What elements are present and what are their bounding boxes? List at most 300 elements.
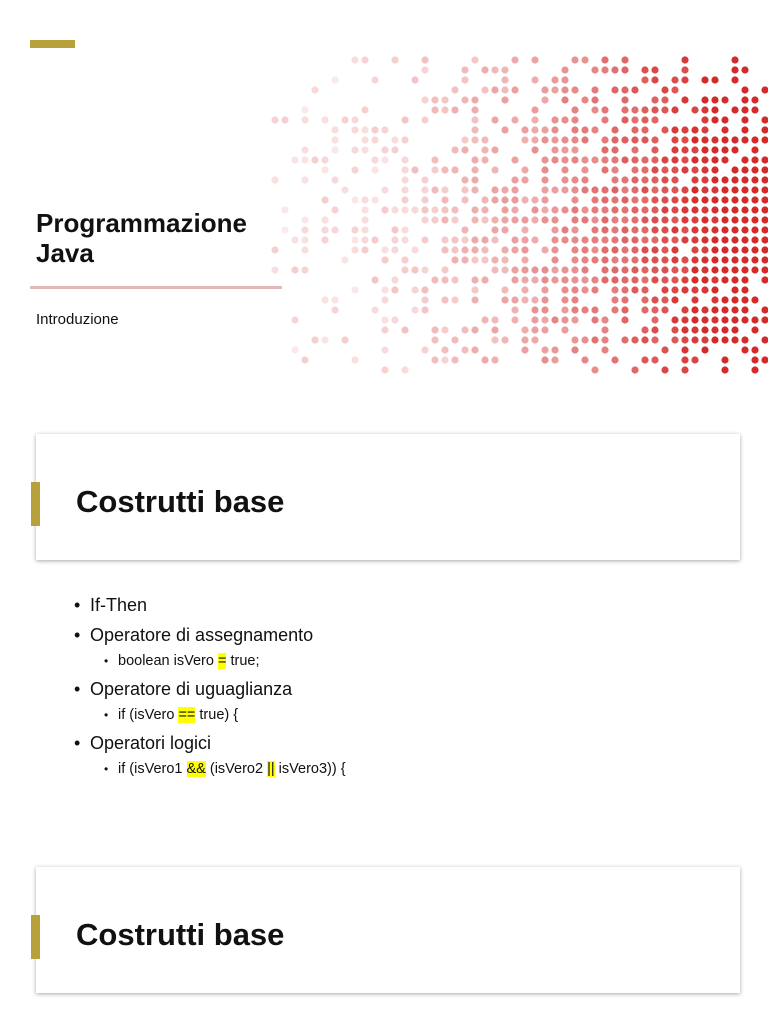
decorative-dot [481, 276, 488, 283]
decorative-dot [391, 246, 398, 253]
code-text: if (isVero1 [118, 761, 187, 777]
decorative-dot [471, 216, 478, 223]
decorative-dot [681, 366, 688, 373]
decorative-dot [591, 126, 598, 133]
decorative-dot [651, 206, 658, 213]
decorative-dot [671, 336, 678, 343]
decorative-dot [481, 86, 488, 93]
decorative-dot [561, 326, 568, 333]
decorative-dot [551, 146, 558, 153]
decorative-dot [521, 346, 528, 353]
decorative-dot [681, 256, 688, 263]
decorative-dot [681, 286, 688, 293]
decorative-dot [471, 166, 478, 173]
decorative-dot [571, 56, 578, 63]
decorative-dot [641, 336, 648, 343]
decorative-dot [541, 166, 548, 173]
decorative-dot [551, 156, 558, 163]
decorative-dot [761, 116, 768, 123]
bullet-label: Operatori logici [90, 733, 212, 753]
decorative-dot [671, 316, 678, 323]
decorative-dot [471, 136, 478, 143]
decorative-dot [711, 226, 718, 233]
decorative-dot [691, 146, 698, 153]
decorative-dot [371, 276, 378, 283]
decorative-dot [631, 216, 638, 223]
decorative-dot [401, 196, 408, 203]
decorative-dot [361, 206, 368, 213]
decorative-dot [461, 236, 468, 243]
decorative-dot [531, 56, 538, 63]
decorative-dot [711, 216, 718, 223]
decorative-dot [571, 196, 578, 203]
decorative-dot [741, 236, 748, 243]
decorative-dot [611, 206, 618, 213]
decorative-dot [341, 336, 348, 343]
decorative-dot [751, 326, 758, 333]
decorative-dot [431, 166, 438, 173]
decorative-dot [661, 256, 668, 263]
decorative-dot [531, 206, 538, 213]
decorative-dot [331, 146, 338, 153]
decorative-dot [491, 146, 498, 153]
decorative-dot [721, 96, 728, 103]
decorative-dot [731, 286, 738, 293]
decorative-dot [521, 326, 528, 333]
decorative-dot [591, 156, 598, 163]
decorative-dot [591, 186, 598, 193]
decorative-dot [541, 356, 548, 363]
decorative-dot [551, 246, 558, 253]
decorative-dot [751, 176, 758, 183]
decorative-dot [721, 136, 728, 143]
decorative-dot [351, 166, 358, 173]
decorative-dot [541, 206, 548, 213]
decorative-dot [341, 116, 348, 123]
decorative-dot [691, 306, 698, 313]
decorative-dot [441, 196, 448, 203]
decorative-dot [731, 206, 738, 213]
decorative-dot [541, 136, 548, 143]
decorative-dot [471, 236, 478, 243]
decorative-dot [701, 136, 708, 143]
decorative-dot [661, 206, 668, 213]
decorative-dot [421, 346, 428, 353]
decorative-dot [741, 156, 748, 163]
decorative-dot [741, 176, 748, 183]
decorative-dot [521, 336, 528, 343]
decorative-dot [441, 326, 448, 333]
decorative-dot [761, 306, 768, 313]
decorative-dot [601, 166, 608, 173]
decorative-dot [701, 236, 708, 243]
decorative-dot [751, 346, 758, 353]
decorative-dot [441, 276, 448, 283]
decorative-dot [751, 356, 758, 363]
decorative-dot [721, 216, 728, 223]
decorative-dot [711, 296, 718, 303]
decorative-dot [701, 286, 708, 293]
decorative-dot [741, 186, 748, 193]
decorative-dot [641, 136, 648, 143]
decorative-dot [571, 276, 578, 283]
decorative-dot [611, 256, 618, 263]
decorative-dot [701, 266, 708, 273]
decorative-dot [481, 256, 488, 263]
decorative-dot [761, 126, 768, 133]
decorative-dot [491, 166, 498, 173]
decorative-dot [711, 76, 718, 83]
decorative-dot [711, 206, 718, 213]
decorative-dot [551, 86, 558, 93]
decorative-dot [561, 236, 568, 243]
decorative-dot [341, 186, 348, 193]
decorative-dot [571, 136, 578, 143]
decorative-dot [741, 226, 748, 233]
decorative-dot [611, 276, 618, 283]
code-text: isVero3)) { [274, 761, 346, 777]
decorative-dot [741, 296, 748, 303]
decorative-dot [551, 256, 558, 263]
decorative-dot [601, 226, 608, 233]
decorative-dot [761, 316, 768, 323]
decorative-dot [461, 76, 468, 83]
decorative-dot [441, 186, 448, 193]
decorative-dot [571, 336, 578, 343]
decorative-dot [671, 276, 678, 283]
decorative-dot [441, 206, 448, 213]
decorative-dot [621, 276, 628, 283]
decorative-dot [491, 86, 498, 93]
decorative-dot [541, 126, 548, 133]
decorative-dot [571, 126, 578, 133]
decorative-dot [591, 246, 598, 253]
decorative-dot [371, 236, 378, 243]
list-item [74, 624, 346, 670]
decorative-dot [651, 226, 658, 233]
decorative-dot [731, 186, 738, 193]
decorative-dot [681, 56, 688, 63]
decorative-dot [531, 306, 538, 313]
decorative-dot [301, 356, 308, 363]
decorative-dot [491, 216, 498, 223]
decorative-dot [541, 326, 548, 333]
decorative-dot [361, 146, 368, 153]
decorative-dot [361, 56, 368, 63]
decorative-dot [561, 266, 568, 273]
decorative-dot [751, 256, 758, 263]
decorative-dot [361, 216, 368, 223]
decorative-dot [501, 296, 508, 303]
decorative-dot [731, 226, 738, 233]
decorative-dot [511, 266, 518, 273]
decorative-dot [401, 236, 408, 243]
decorative-dot [381, 326, 388, 333]
decorative-dot [421, 296, 428, 303]
decorative-dot [471, 276, 478, 283]
decorative-dot [761, 176, 768, 183]
decorative-dot [631, 276, 638, 283]
decorative-dot [741, 126, 748, 133]
decorative-dot [751, 106, 758, 113]
decorative-dot [601, 236, 608, 243]
decorative-dot [331, 176, 338, 183]
decorative-dot [351, 116, 358, 123]
decorative-dot [281, 116, 288, 123]
decorative-dot [631, 146, 638, 153]
decorative-dot [581, 356, 588, 363]
decorative-dot [381, 366, 388, 373]
decorative-dot [511, 156, 518, 163]
section-header-card [36, 434, 740, 560]
decorative-dot [601, 196, 608, 203]
decorative-dot [731, 306, 738, 313]
decorative-dot [681, 156, 688, 163]
decorative-dot [501, 66, 508, 73]
decorative-dot [431, 106, 438, 113]
decorative-dot [651, 216, 658, 223]
decorative-dot [371, 196, 378, 203]
decorative-dot [371, 76, 378, 83]
decorative-dot [701, 196, 708, 203]
decorative-dot [621, 286, 628, 293]
decorative-dot [551, 216, 558, 223]
decorative-dot [551, 126, 558, 133]
decorative-dot [611, 306, 618, 313]
decorative-dot [731, 326, 738, 333]
decorative-dot [621, 256, 628, 263]
decorative-dot [441, 106, 448, 113]
decorative-dot [331, 136, 338, 143]
decorative-dot [441, 296, 448, 303]
decorative-dot [721, 226, 728, 233]
decorative-dot [471, 346, 478, 353]
decorative-dot [581, 126, 588, 133]
decorative-dot [601, 206, 608, 213]
decorative-dot [611, 246, 618, 253]
decorative-dot [511, 296, 518, 303]
decorative-dot [721, 246, 728, 253]
decorative-dot [711, 266, 718, 273]
decorative-dot [761, 356, 768, 363]
decorative-dot [741, 286, 748, 293]
decorative-dot [511, 216, 518, 223]
decorative-dot [561, 156, 568, 163]
decorative-dot [361, 126, 368, 133]
decorative-dot [411, 166, 418, 173]
decorative-dot [671, 136, 678, 143]
decorative-dot [631, 246, 638, 253]
decorative-dot [581, 236, 588, 243]
decorative-dot [581, 206, 588, 213]
decorative-dot [441, 166, 448, 173]
decorative-dot [291, 346, 298, 353]
decorative-dot [521, 196, 528, 203]
decorative-dot [721, 276, 728, 283]
decorative-dot [521, 236, 528, 243]
decorative-dot [611, 266, 618, 273]
decorative-dot [661, 226, 668, 233]
decorative-dot [521, 176, 528, 183]
decorative-dot [561, 296, 568, 303]
decorative-dot [641, 266, 648, 273]
decorative-dot [501, 126, 508, 133]
decorative-dot [691, 326, 698, 333]
decorative-dot [701, 126, 708, 133]
decorative-dot [401, 116, 408, 123]
decorative-dot [271, 176, 278, 183]
decorative-dot [451, 296, 458, 303]
decorative-dot [651, 316, 658, 323]
decorative-dot [701, 206, 708, 213]
decorative-dot [621, 316, 628, 323]
decorative-dot [671, 256, 678, 263]
decorative-dot [641, 326, 648, 333]
decorative-dot [481, 156, 488, 163]
decorative-dot [561, 316, 568, 323]
decorative-dot [741, 196, 748, 203]
decorative-dot [371, 306, 378, 313]
decorative-dot [621, 116, 628, 123]
decorative-dot [401, 206, 408, 213]
decorative-dot [571, 176, 578, 183]
decorative-dot [591, 226, 598, 233]
decorative-dot [531, 326, 538, 333]
decorative-dot [711, 316, 718, 323]
decorative-dot [661, 266, 668, 273]
decorative-dot [291, 156, 298, 163]
decorative-dot [531, 216, 538, 223]
section-heading: Costrutti base [76, 917, 285, 952]
decorative-dot [541, 246, 548, 253]
highlighted-operator: == [178, 707, 196, 723]
decorative-dot [501, 196, 508, 203]
decorative-dot [461, 256, 468, 263]
decorative-dot [541, 96, 548, 103]
decorative-dot [541, 176, 548, 183]
decorative-dot [631, 126, 638, 133]
decorative-dot [741, 206, 748, 213]
decorative-dot [601, 116, 608, 123]
decorative-dot [641, 356, 648, 363]
decorative-dot [691, 316, 698, 323]
decorative-dot [461, 326, 468, 333]
decorative-dot [751, 196, 758, 203]
decorative-dot [561, 166, 568, 173]
decorative-dot [361, 106, 368, 113]
decorative-dot [541, 346, 548, 353]
title-divider [30, 286, 282, 289]
decorative-dot [351, 236, 358, 243]
decorative-dot [361, 236, 368, 243]
decorative-dot [501, 216, 508, 223]
decorative-dot [511, 56, 518, 63]
decorative-dot [441, 96, 448, 103]
decorative-dot [371, 166, 378, 173]
decorative-dot [411, 306, 418, 313]
decorative-dot [701, 166, 708, 173]
decorative-dot [661, 276, 668, 283]
decorative-dot [571, 156, 578, 163]
decorative-dot [401, 326, 408, 333]
dot-pattern-decoration [270, 55, 768, 375]
decorative-dot [481, 146, 488, 153]
decorative-dot [501, 286, 508, 293]
decorative-dot [401, 186, 408, 193]
decorative-dot [611, 356, 618, 363]
decorative-dot [691, 266, 698, 273]
decorative-dot [471, 246, 478, 253]
decorative-dot [721, 186, 728, 193]
highlighted-operator: && [186, 761, 206, 777]
decorative-dot [321, 156, 328, 163]
decorative-dot [621, 56, 628, 63]
code-example [90, 760, 346, 778]
decorative-dot [621, 136, 628, 143]
decorative-dot [491, 256, 498, 263]
bullet-label: Operatore di assegnamento [90, 625, 314, 645]
decorative-dot [641, 156, 648, 163]
decorative-dot [271, 266, 278, 273]
decorative-dot [761, 236, 768, 243]
decorative-dot [641, 106, 648, 113]
decorative-dot [681, 186, 688, 193]
decorative-dot [571, 226, 578, 233]
decorative-dot [711, 306, 718, 313]
decorative-dot [731, 266, 738, 273]
decorative-dot [721, 356, 728, 363]
decorative-dot [411, 266, 418, 273]
decorative-dot [711, 236, 718, 243]
decorative-dot [601, 256, 608, 263]
decorative-dot [611, 176, 618, 183]
decorative-dot [421, 236, 428, 243]
decorative-dot [451, 106, 458, 113]
bullet-label: If-Then [90, 595, 148, 615]
decorative-dot [641, 126, 648, 133]
decorative-dot [661, 156, 668, 163]
decorative-dot [751, 216, 758, 223]
decorative-dot [481, 136, 488, 143]
decorative-dot [691, 156, 698, 163]
decorative-dot [721, 266, 728, 273]
decorative-dot [551, 76, 558, 83]
decorative-dot [681, 336, 688, 343]
decorative-dot [761, 166, 768, 173]
decorative-dot [491, 326, 498, 333]
decorative-dot [741, 136, 748, 143]
decorative-dot [651, 96, 658, 103]
decorative-dot [551, 206, 558, 213]
decorative-dot [651, 116, 658, 123]
decorative-dot [551, 266, 558, 273]
decorative-dot [281, 206, 288, 213]
decorative-dot [541, 156, 548, 163]
decorative-dot [551, 236, 558, 243]
decorative-dot [551, 356, 558, 363]
decorative-dot [681, 96, 688, 103]
decorative-dot [531, 196, 538, 203]
decorative-dot [491, 236, 498, 243]
decorative-dot [651, 136, 658, 143]
decorative-dot [741, 106, 748, 113]
decorative-dot [671, 206, 678, 213]
decorative-dot [751, 146, 758, 153]
decorative-dot [671, 326, 678, 333]
decorative-dot [321, 296, 328, 303]
decorative-dot [741, 306, 748, 313]
decorative-dot [591, 206, 598, 213]
